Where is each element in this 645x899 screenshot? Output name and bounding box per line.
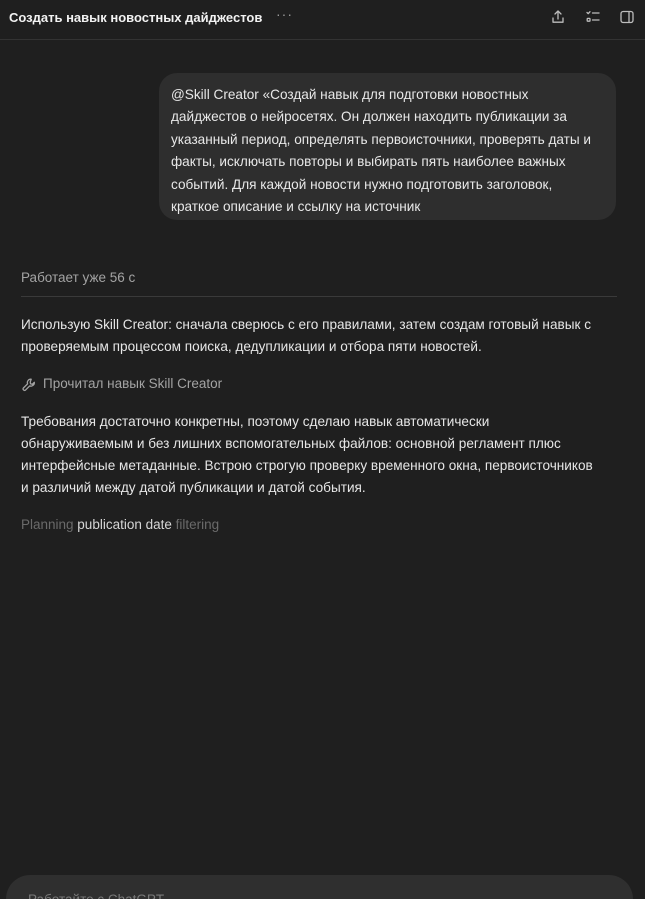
more-options-button[interactable]: ··· (276, 6, 293, 22)
assistant-paragraph-1 (21, 314, 591, 358)
sidebar-toggle-icon[interactable] (619, 9, 635, 25)
user-message-line: факты, исключать повторы и выбирать пять наиболее важных (171, 154, 566, 170)
thinking-status (21, 517, 219, 532)
wrench-icon (21, 377, 37, 393)
user-message-line: @Skill Creator «Создай навык для подготовки новостных (171, 87, 529, 102)
assistant-text-line: и различий между датой публикации и датой события. (21, 480, 366, 495)
status-divider (21, 296, 617, 297)
top-bar (0, 0, 645, 40)
share-icon[interactable] (550, 9, 566, 25)
checklist-icon[interactable] (585, 9, 601, 25)
working-status[interactable]: Работает уже 56 с (21, 270, 136, 285)
user-message-line: дайджестов о нейросетях. Он должен находить публикации за (171, 109, 567, 125)
message-composer[interactable] (6, 875, 633, 899)
thinking-word: date (141, 517, 172, 532)
thinking-word: publication (77, 517, 142, 532)
assistant-text-line: интерфейсные метаданные. Встрою строгую проверку временного окна, первоисточников (21, 458, 593, 473)
thinking-word: filtering (171, 517, 220, 532)
user-message-line: краткое описание и ссылку на источник (171, 199, 421, 215)
assistant-text-line: Использую Skill Creator: сначала сверюсь с его правилами, затем создам готовый навык с (21, 317, 592, 332)
thinking-word: Planning (21, 517, 78, 532)
conversation-title[interactable]: Создать навык новостных дайджестов (9, 10, 263, 25)
tool-action-label: Прочитал навык Skill Creator (43, 376, 223, 391)
assistant-text-line: проверяемым процессом поиска, дедупликации и отбора пяти новостей. (21, 339, 482, 354)
user-message-bubble (159, 73, 616, 220)
assistant-text-line: Требования достаточно конкретны, поэтому сделаю навык автоматически (21, 414, 490, 429)
user-message-line: указанный период, определять первоисточники, проверять даты и (171, 131, 592, 147)
assistant-text-line: обнаруживаемым и без лишних вспомогательных файлов: основной регламент плюс (21, 436, 561, 451)
message-input[interactable] (26, 891, 530, 899)
assistant-paragraph-2 (21, 411, 593, 499)
user-message-line: событий. Для каждой новости нужно подготовить заголовок, (171, 176, 553, 192)
